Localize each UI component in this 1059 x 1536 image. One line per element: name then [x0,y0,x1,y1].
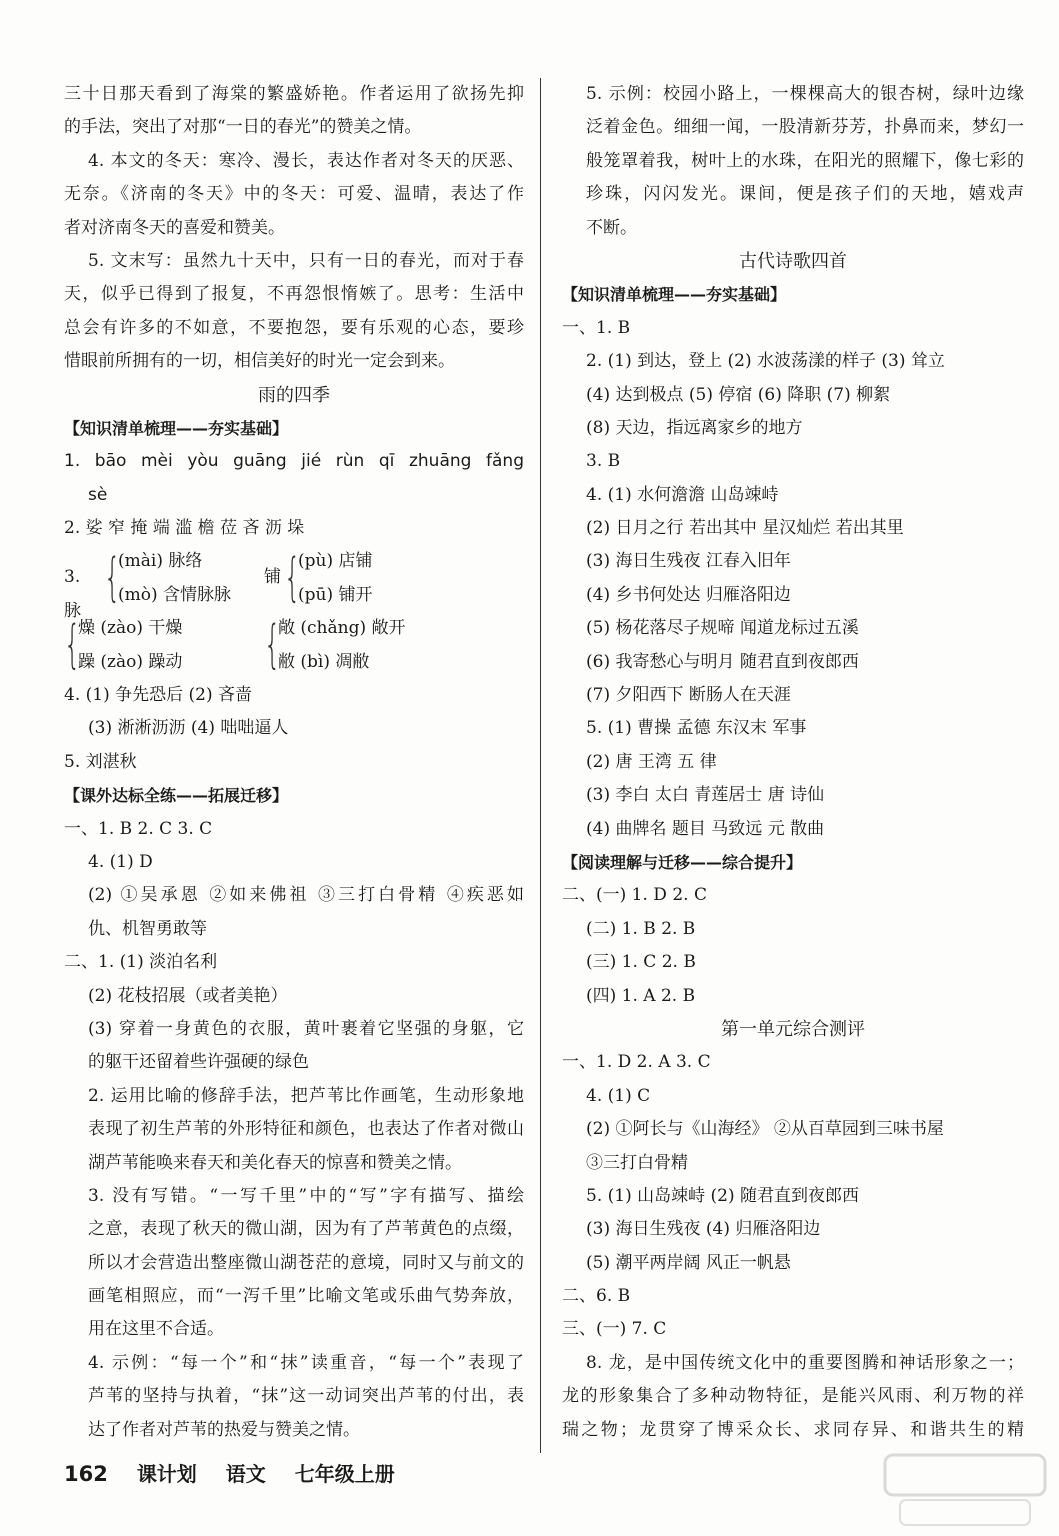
text-line: (三) 1. C 2. B [586,952,696,973]
text-line: 5. (1) 曹操 孟德 东汉末 军事 [586,718,807,739]
text-line: 1. bāo mèi yòu guāng jié rùn qī zhuāng fǎng [64,451,524,472]
brace-line: (mài) 脉络 [118,551,203,572]
brace-group [64,545,524,621]
brace-line: 躁 (zào) 躁动 [78,651,183,672]
left-column [64,78,524,1447]
text-line: (二) 1. B 2. B [586,918,696,939]
text-line: (2) 花枝招展（或者美艳） [88,985,288,1006]
text-line: 二、1. (1) 淡泊名利 [64,952,218,973]
section-heading: 【阅读理解与迁移——综合提升】 [562,852,803,872]
text-line: (4) 曲牌名 题目 马致远 元 散曲 [586,818,825,839]
text-line: 总会有许多的不如意，不要抱怨，要有乐观的心态，要珍 [64,317,524,338]
text-line: 4. 示例：“每一个”和“抹”读重音，“每一个”表现了 [88,1352,524,1373]
text-line: 一、1. B [562,317,631,338]
text-line: 3. B [586,451,621,472]
brace-line: 敝 (bì) 凋敝 [278,651,370,672]
text-line: 用在这里不合适。 [88,1319,224,1340]
brace-head-char: 3. 脉 [64,567,81,621]
text-line: ③三打白骨精 [586,1152,688,1173]
text-line: 瑞之物；龙贯穿了博采众长、求同存异、和谐共生的精 [562,1419,1024,1440]
text-line: 4. (1) C [586,1085,651,1106]
brace-symbol: { [104,548,121,609]
text-line: sè [88,484,108,505]
text-line: 龙的形象集合了多种动物特征，是能兴风雨、利万物的祥 [562,1386,1024,1407]
text-line: 泛着金色。细细一闻，一股清新芬芳，扑鼻而来，梦幻一 [586,117,1024,138]
text-line: 湖芦苇能唤来春天和美化春天的惊喜和赞美之情。 [88,1152,462,1173]
section-heading: 【知识清单梳理——夯实基础】 [562,285,787,305]
section-title: 雨的四季 [258,384,330,406]
book-series: 课计划 [136,1462,197,1486]
brace-line: (pù) 店铺 [298,551,373,572]
text-line: 4. (1) D [88,852,153,873]
text-line: 的躯干还留着些许强硬的绿色 [88,1052,309,1073]
text-line: 5. 刘湛秋 [64,751,137,772]
text-line: (四) 1. A 2. B [586,985,696,1006]
text-line: 无奈。《济南的冬天》中的冬天：可爱、温晴，表达了作 [64,184,524,205]
brace-head-char: 铺 [264,567,281,588]
text-line: 3. 没有写错。“一写千里”中的“写”字有描写、描绘 [88,1185,524,1206]
text-line: 8. 龙，是中国传统文化中的重要图腾和神话形象之一； [586,1352,1024,1373]
text-line: 不断。 [586,217,637,238]
section-title: 古代诗歌四首 [739,250,847,272]
text-line: 2. 娑 窄 掩 端 滥 檐 莅 吝 沥 垛 [64,518,305,539]
brace-symbol: { [284,548,301,609]
brace-line: (pū) 铺开 [298,584,373,605]
text-line: 5. 文末写：虽然九十天中，只有一日的春光，而对于春 [88,250,524,271]
text-line: 一、1. B 2. C 3. C [64,818,213,839]
text-line: 珍珠，闪闪发光。课间，便是孩子们的天地，嬉戏声 [586,184,1024,205]
text-line: (2) ①吴承恩 ②如来佛祖 ③三打白骨精 ④疾恶如 [88,885,524,906]
text-line: 4. (1) 水何澹澹 山岛竦峙 [586,484,779,505]
section-title: 第一单元综合测评 [721,1018,865,1040]
section-heading: 【课外达标全练——拓展迁移】 [64,786,289,806]
text-line: 般笼罩着我，树叶上的水珠，在阳光的照耀下，像七彩的 [586,150,1024,171]
book-grade: 七年级上册 [294,1462,395,1486]
text-line: (3) 穿着一身黄色的衣服，黄叶裹着它坚强的身躯，它 [88,1018,524,1039]
text-line: (3) 李白 太白 青莲居士 唐 诗仙 [586,785,825,806]
text-line: (4) 达到极点 (5) 停宿 (6) 降职 (7) 柳絮 [586,384,891,405]
text-line: 一、1. D 2. A 3. C [562,1052,711,1073]
text-line: 达了作者对芦苇的热爱与赞美之情。 [88,1419,360,1440]
brace-line: (mò) 含情脉脉 [118,584,232,605]
text-line: 所以才会营造出整座微山湖苍茫的意境，同时又与前文的 [88,1252,524,1273]
text-line: 惜眼前所拥有的一切，相信美好的时光一定会到来。 [64,351,455,372]
book-subject: 语文 [225,1462,266,1486]
section-heading: 【知识清单梳理——夯实基础】 [64,418,289,438]
brace-symbol: { [264,615,281,676]
text-line: 表现了初生芦苇的外形特征和颜色，也表达了作者对微山 [88,1119,524,1140]
page-number: 162 [64,1462,108,1486]
watermark-logo [880,1450,1050,1530]
text-line: (3) 海日生残夜 (4) 归雁洛阳边 [586,1219,821,1240]
text-line: 5. (1) 山岛竦峙 (2) 随君直到夜郎西 [586,1185,859,1206]
brace-group [64,612,524,679]
text-line: 三十日那天看到了海棠的繁盛娇艳。作者运用了欲扬先抑 [64,84,524,104]
text-line: (4) 乡书何处达 归雁洛阳边 [586,584,791,605]
text-line: 仇、机智勇敢等 [88,918,207,939]
text-line: (2) ①阿长与《山海经》 ②从百草园到三味书屋 [586,1119,944,1140]
page-footer [64,1458,417,1487]
text-line: 的手法，突出了对那“一日的春光”的赞美之情。 [64,117,422,138]
text-line: 5. 示例：校园小路上，一棵棵高大的银杏树，绿叶边缘 [586,84,1024,104]
text-line: (8) 天边，指远离家乡的地方 [586,417,803,438]
right-column [562,78,1024,1447]
text-line: 2. (1) 到达，登上 (2) 水波荡漾的样子 (3) 耸立 [586,351,945,372]
text-line: (2) 唐 王湾 五 律 [586,751,717,772]
text-line: 画笔相照应，而“一泻千里”比喻文笔或乐曲气势奔放， [88,1286,524,1307]
text-line: (5) 潮平两岸阔 风正一帆悬 [586,1252,791,1273]
text-line: (6) 我寄愁心与明月 随君直到夜郎西 [586,651,859,672]
text-line: 4. 本文的冬天：寒冷、漫长，表达作者对冬天的厌恶、 [88,150,524,171]
text-line: 者对济南冬天的喜爱和赞美。 [64,217,285,238]
text-line: 芦苇的坚持与执着，“抹”这一动词突出芦苇的付出，表 [88,1386,524,1407]
text-line: (3) 海日生残夜 江春入旧年 [586,551,791,572]
column-divider [540,78,541,1453]
text-line: 之意，表现了秋天的微山湖，因为有了芦苇黄色的点缀， [88,1219,524,1240]
text-line: (7) 夕阳西下 断肠人在天涯 [586,685,791,706]
text-line: 三、(一) 7. C [562,1319,667,1340]
text-line: 二、(一) 1. D 2. C [562,885,707,906]
brace-symbol: { [64,615,81,676]
text-line: 天，似乎已得到了报复，不再怨恨惰嫉了。思考：生活中 [64,284,524,305]
text-line: 二、6. B [562,1286,631,1307]
brace-line: 敞 (chǎng) 敞开 [278,618,406,639]
text-line: 4. (1) 争先恐后 (2) 吝啬 [64,685,252,706]
brace-line: 燥 (zào) 干燥 [78,618,183,639]
text-line: 2. 运用比喻的修辞手法，把芦苇比作画笔，生动形象地 [88,1085,524,1106]
text-line: (5) 杨花落尽子规啼 闻道龙标过五溪 [586,618,859,639]
text-line: (2) 日月之行 若出其中 星汉灿烂 若出其里 [586,518,904,539]
text-line: (3) 淅淅沥沥 (4) 咄咄逼人 [88,718,289,739]
